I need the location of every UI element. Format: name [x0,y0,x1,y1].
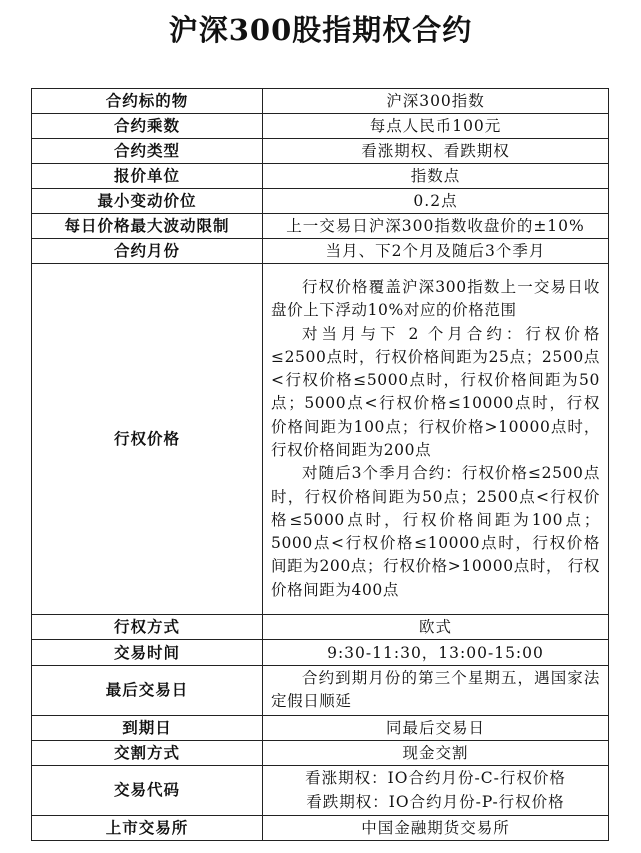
row-label-contract-months: 合约月份 [32,239,263,264]
table-row [32,264,609,615]
strike-paragraph-range: 行权价格覆盖沪深300指数上一交易日收盘价上下浮动10%对应的价格范围 [271,277,600,320]
table-row [32,214,609,239]
row-label-expiry-date: 到期日 [32,715,263,740]
row-value-settlement: 现金交割 [263,740,609,765]
row-value-quote-unit: 指数点 [263,164,609,189]
row-value-expiry-date: 同最后交易日 [263,715,609,740]
row-value-exercise-style: 欧式 [263,615,609,640]
row-label-strike-price: 行权价格 [32,264,263,615]
row-value-tick-size: 0.2点 [263,189,609,214]
row-label-last-trading-day: 最后交易日 [32,666,263,716]
last-trading-day-text: 合约到期月份的第三个星期五，遇国家法定假日顺延 [271,669,600,711]
strike-paragraph-near-months: 对当月与下 2 个月合约：行权价格≤2500点时，行权价格间距为25点；2500点<行权价格≤5000点时，行权价格间距为50点；5000点<行权价格≤10000点时，行权价格间距为100点；行权价格>10000点时，行权价格间距为200点 [271,324,600,459]
row-value-trading-hours: 9:30-11:30，13:00-15:00 [263,640,609,666]
table-row [32,189,609,214]
row-label-price-limit: 每日价格最大波动限制 [32,214,263,239]
table-row [32,615,609,640]
row-label-multiplier: 合约乘数 [32,114,263,139]
table-row [32,715,609,740]
row-value-multiplier: 每点人民币100元 [263,114,609,139]
table-row [32,666,609,716]
page-title: 沪深300股指期权合约 [168,13,473,47]
row-label-quote-unit: 报价单位 [32,164,263,189]
row-label-tick-size: 最小变动价位 [32,189,263,214]
row-value-contract-months: 当月、下2个月及随后3个季月 [263,239,609,264]
table-row [32,815,609,840]
table-row [32,765,609,815]
table-row [32,89,609,114]
table-row [32,164,609,189]
table-row [32,740,609,765]
row-label-settlement: 交割方式 [32,740,263,765]
row-value-contract-type: 看涨期权、看跌期权 [263,139,609,164]
table-row [32,114,609,139]
row-value-last-trading-day [263,666,609,716]
row-value-underlying: 沪深300指数 [263,89,609,114]
strike-paragraph-quarterly: 对随后3个季月合约：行权价格≤2500点时，行权价格间距为50点；2500点<行权价格≤5000点时，行权价格间距为100点；5000点<行权价格≤10000点时，行权价格间距为200点；行权价格>10000点时， 行权价格间距为400点 [271,464,600,599]
row-label-trading-code: 交易代码 [32,765,263,815]
table-row [32,139,609,164]
trading-code-put: 看跌期权：IO合约月份-P-行权价格 [306,793,565,812]
table-row [32,239,609,264]
row-value-strike-price [263,264,609,615]
row-value-trading-code [263,765,609,815]
row-value-exchange: 中国金融期货交易所 [263,815,609,840]
table-row [32,640,609,666]
row-value-price-limit: 上一交易日沪深300指数收盘价的±10% [263,214,609,239]
row-label-trading-hours: 交易时间 [32,640,263,666]
row-label-underlying: 合约标的物 [32,89,263,114]
contract-spec-table [31,88,609,841]
row-label-exercise-style: 行权方式 [32,615,263,640]
trading-code-call: 看涨期权：IO合约月份-C-行权价格 [305,769,566,788]
row-label-exchange: 上市交易所 [32,815,263,840]
row-label-contract-type: 合约类型 [32,139,263,164]
